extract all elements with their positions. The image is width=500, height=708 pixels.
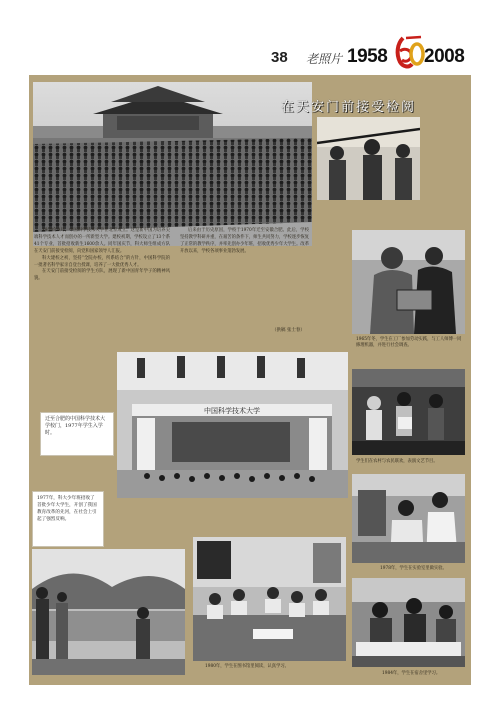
study-caption: 1984年，学生在宿舍里学习。: [382, 671, 441, 676]
article-paragraph: 1958年9月，中国科学技术大学在北京成立。这是新中国为培养尖端科学技术人才而创办的一所新型大学。建校初期，学校设立了13个系41个专业，首批招收新生1600余人。同年国庆节，科大师生组成方队在天安门前接受检阅，向党和国家领导人汇报。: [34, 228, 170, 254]
lab-photo: [352, 474, 465, 563]
library-caption: 1980年，学生在图书馆里阅读，认真学习。: [205, 664, 289, 669]
year-start: 1958: [347, 46, 388, 67]
year-end: 2008: [424, 46, 465, 67]
article-text-right: [180, 228, 309, 256]
article-paragraph: 后来由于历史原因，学校于1970年迁至安徽合肥。此后，学校坚持教学科研并重，在艰苦的条件下，师生共同努力，学校逐步恢复了正常的教学秩序，并率先创办少年班，招收优秀少年大学生。改革开放以来，学校各项事业蓬勃发展。: [180, 228, 309, 254]
concert-caption: 学生们在农村与农民联欢，表演文艺节目。: [356, 459, 438, 464]
soldiers-photo: [317, 117, 420, 200]
repair-photo: [352, 230, 465, 334]
headline: 在天安门前接受检阅: [281, 100, 417, 115]
gate-note: 迁至合肥的中国科学技术大学校门，1977年学生入学时。: [40, 412, 114, 456]
section-title: 老照片: [306, 52, 343, 66]
campus-note: 1977年，科大少年班招收了首批少年大学生，开创了我国教育改革的先河，在社会上引起了强烈反响。: [32, 491, 104, 547]
page-header: [0, 0, 500, 75]
parade-photo: [33, 82, 312, 246]
repair-caption: 1965年冬，学生在工厂参加劳动实践，与工人师傅一同修理机器，并进行社会调查。: [356, 337, 462, 348]
page-number: 38: [271, 49, 288, 66]
photo-credit: （供稿 张士春）: [272, 328, 305, 333]
campus-photo: [32, 549, 185, 675]
article-paragraph: 科大建校之初，坚持“全院办校，所系结合”的方针，中国科学院的一批著名科学家亲自登台授课，培养了一大批优秀人才。: [34, 255, 170, 268]
library-photo: [193, 537, 346, 661]
concert-photo: [352, 369, 465, 455]
anniversary-logo: [394, 34, 426, 70]
article-paragraph: 在天安门前接受检阅的学生方队，展现了新中国青年学子的精神风貌。: [34, 269, 170, 282]
lab-caption: 1978年，学生在实验室里做实验。: [380, 566, 447, 571]
article-text-left: [34, 228, 170, 283]
gate-sign: 中国科学技术大学: [204, 407, 260, 415]
gate-photo: [117, 352, 348, 498]
study-photo: [352, 578, 465, 667]
